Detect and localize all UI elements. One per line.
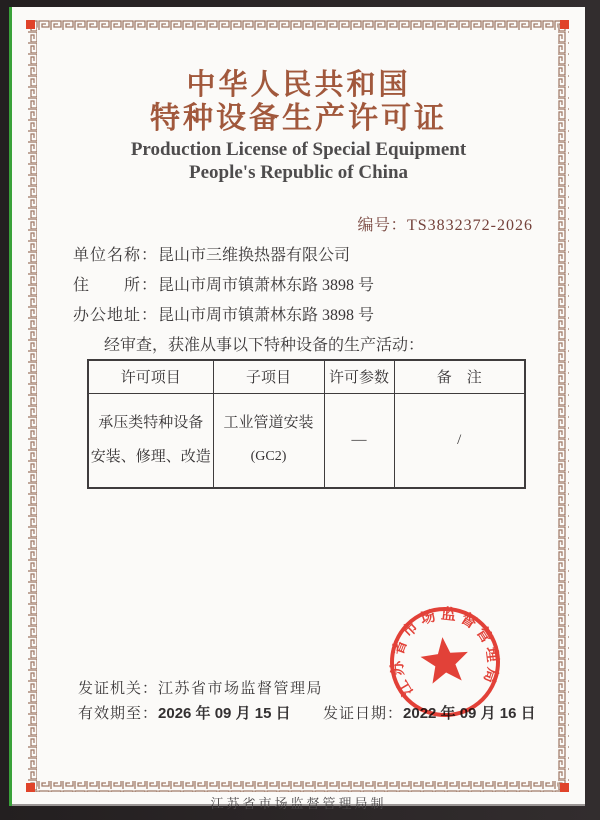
licensed-item-line2: 安装、修理、改造	[90, 449, 211, 466]
corner-square-bottom-left	[26, 783, 35, 792]
title-cn-line2: 特种设备生产许可证	[150, 102, 447, 135]
cell-licensed-item	[88, 393, 213, 488]
corner-square-bottom-right	[560, 783, 569, 792]
corner-square-top-left	[26, 20, 35, 29]
official-seal	[367, 584, 523, 740]
issue-date-value: 2022 年 09 月 16 日	[403, 705, 536, 722]
sub-item-line1: 工业管道安装	[223, 415, 314, 432]
field-office-address	[73, 302, 374, 325]
footer-imprint: 江苏省市场监督管理局制	[210, 796, 387, 811]
table-header-row	[88, 360, 525, 393]
cell-parameter: —	[324, 393, 394, 488]
license-number-value: TS3832372-2026	[407, 217, 533, 234]
license-number-line	[357, 212, 533, 235]
approval-statement: 经审查，获准从事以下特种设备的生产活动：	[104, 337, 425, 354]
col-header-remark: 备 注	[394, 360, 525, 393]
corner-square-top-right	[560, 20, 569, 29]
field-residence-label: 住 所：	[73, 277, 159, 294]
issuing-authority-label: 发证机关：	[78, 681, 159, 697]
licensed-item-line1: 承压类特种设备	[98, 415, 204, 432]
seal-text: 江苏省市场监督管理局	[387, 604, 503, 700]
title-cn-line1: 中华人民共和国	[186, 69, 411, 101]
field-office-address-value: 昆山市周市镇萧林东路 3898 号	[158, 307, 375, 324]
field-company-name-label: 单位名称：	[73, 247, 159, 264]
field-residence	[73, 272, 374, 295]
field-office-address-label: 办公地址：	[73, 307, 159, 324]
field-residence-value: 昆山市周市镇萧林东路 3898 号	[158, 277, 375, 294]
sub-item-line2: (GC2)	[250, 449, 287, 465]
col-header-sub-item: 子项目	[213, 360, 324, 393]
title-en-line2: People's Republic of China	[188, 162, 409, 183]
field-company-name	[73, 242, 350, 265]
issue-date-label: 发证日期：	[323, 706, 404, 722]
valid-until-line	[78, 702, 291, 723]
table-row	[88, 393, 525, 488]
license-scope-table	[87, 359, 526, 489]
field-company-name-value: 昆山市三维换热器有限公司	[158, 247, 351, 264]
certificate-page	[12, 7, 585, 811]
col-header-licensed-item: 许可项目	[88, 360, 213, 393]
title-en-line1: Production License of Special Equipment	[130, 139, 467, 160]
cell-sub-item	[213, 393, 324, 488]
valid-until-value: 2026 年 09 月 15 日	[158, 705, 291, 722]
seal-star-icon	[419, 635, 471, 685]
issuing-authority-value: 江苏省市场监督管理局	[158, 681, 324, 697]
cell-remark: /	[394, 393, 525, 488]
license-number-label: 编号：	[357, 217, 407, 234]
issuing-authority-line	[78, 677, 323, 698]
col-header-parameter: 许可参数	[324, 360, 394, 393]
valid-until-label: 有效期至：	[78, 706, 159, 722]
